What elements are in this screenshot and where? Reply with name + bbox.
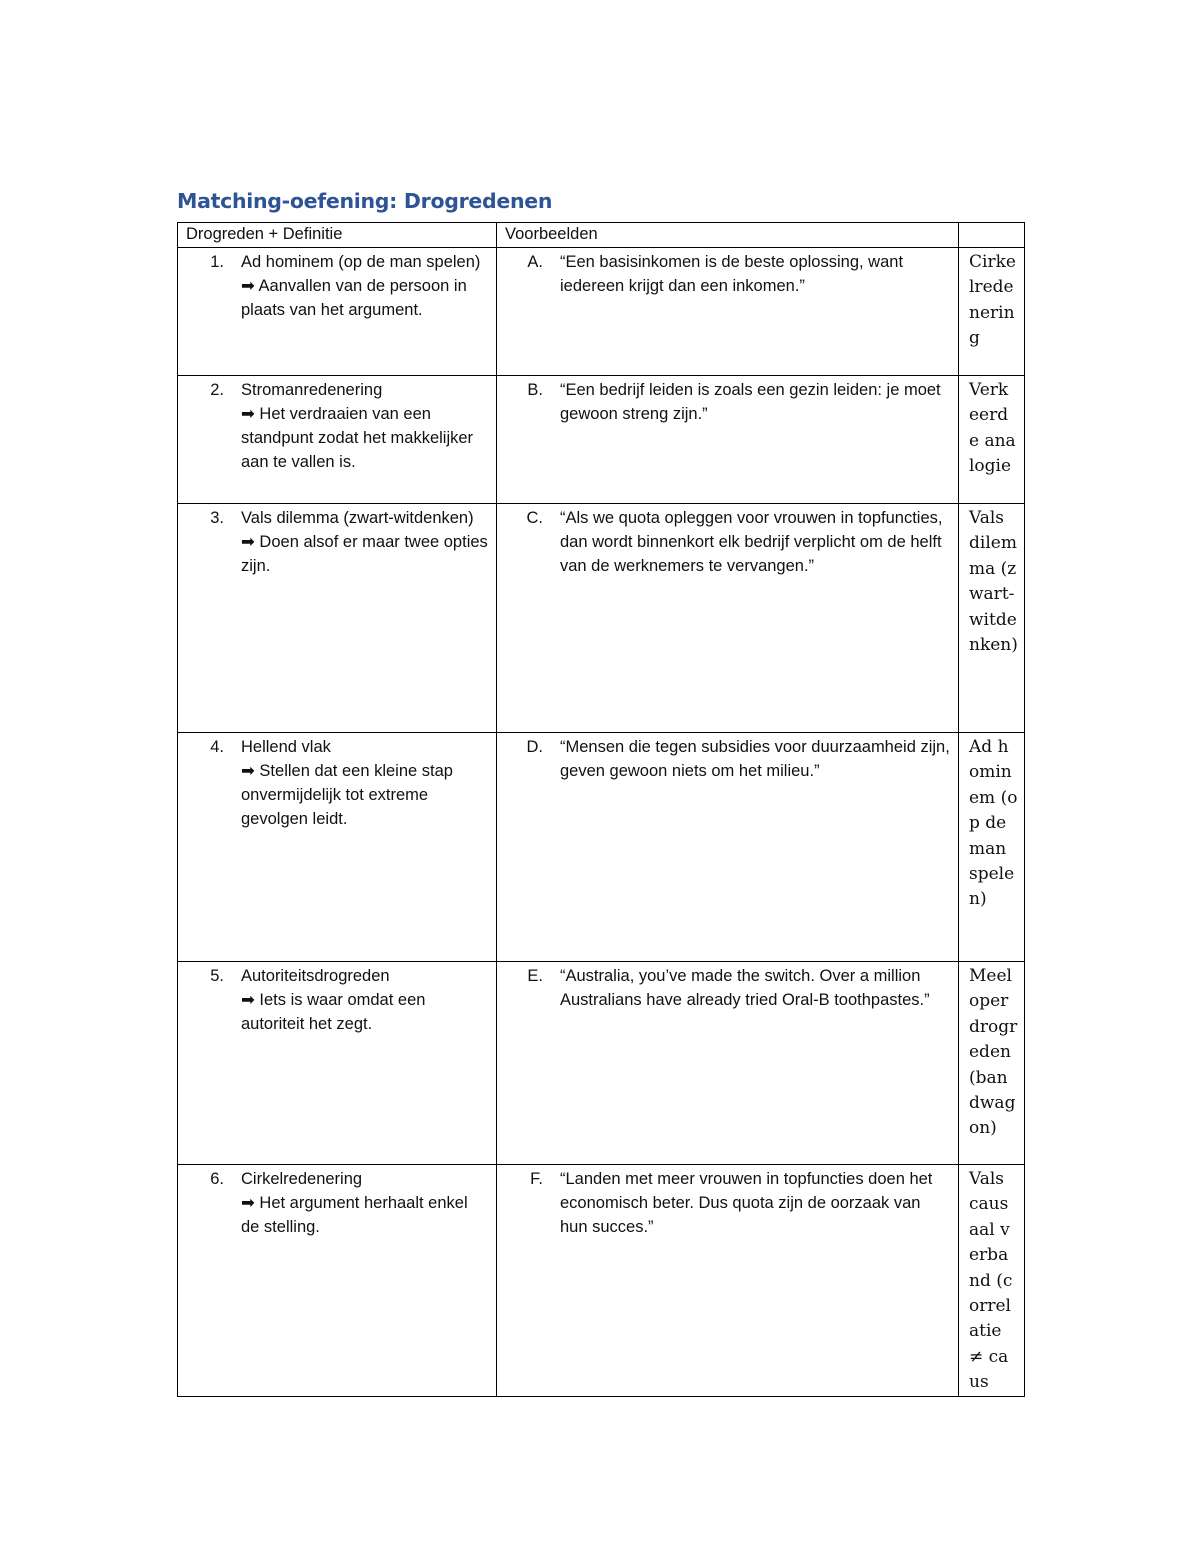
fallacy-cell (178, 962, 497, 1165)
fallacy-number: 5. (210, 967, 224, 985)
example-cell (497, 733, 959, 962)
arrow-icon: ➡ (241, 532, 255, 551)
example-text: “Als we quota opleggen voor vrouwen in topfuncties, dan wordt binnenkort elk bedrijf verplicht om de helft van de werknemers te vervangen.” (560, 509, 943, 575)
answer-cell: Vals dilemma (zwart-witdenken) (959, 504, 1025, 733)
arrow-icon: ➡ (241, 1193, 255, 1212)
fallacy-name: Cirkelredenering (241, 1170, 363, 1188)
fallacy-name: Ad hominem (op de man spelen) (241, 253, 481, 271)
fallacy-cell (178, 248, 497, 376)
answer-cell: Ad hominem (op de man spelen) (959, 733, 1025, 962)
matching-table (177, 222, 1025, 1397)
fallacy-cell (178, 1165, 497, 1397)
fallacy-cell (178, 733, 497, 962)
column-header: Drogreden + Definitie (178, 223, 497, 248)
table-row (178, 376, 1025, 504)
fallacy-cell (178, 376, 497, 504)
fallacy-definition: Stellen dat een kleine stap onvermijdelijk tot extreme gevolgen leidt. (241, 762, 453, 828)
example-letter: A. (527, 253, 543, 271)
arrow-icon: ➡ (241, 404, 255, 423)
arrow-icon: ➡ (241, 276, 255, 295)
table-header-row (178, 223, 1025, 248)
fallacy-name: Vals dilemma (zwart-witdenken) (241, 509, 474, 527)
answer-cell: Vals causaal verband (correlatie ≠ caus (959, 1165, 1025, 1397)
fallacy-number: 3. (210, 509, 224, 527)
column-header: Voorbeelden (497, 223, 959, 248)
example-text: “Een basisinkomen is de beste oplossing, want iedereen krijgt dan een inkomen.” (560, 253, 904, 295)
page-title: Matching-oefening: Drogredenen (177, 189, 553, 213)
example-text: “Mensen die tegen subsidies voor duurzaamheid zijn, geven gewoon niets om het milieu.” (560, 738, 950, 780)
fallacy-number: 1. (210, 253, 224, 271)
fallacy-number: 4. (210, 738, 224, 756)
table-row (178, 962, 1025, 1165)
example-letter: C. (526, 509, 543, 527)
fallacy-cell (178, 504, 497, 733)
table-row (178, 248, 1025, 376)
fallacy-definition: Aanvallen van de persoon in plaats van het argument. (241, 277, 467, 319)
example-text: “Een bedrijf leiden is zoals een gezin leiden: je moet gewoon streng zijn.” (560, 381, 941, 423)
table-row (178, 733, 1025, 962)
example-letter: F. (530, 1170, 543, 1188)
table-row (178, 1165, 1025, 1397)
example-text: “Australia, you’ve made the switch. Over a million Australians have already tried Oral-B toothpastes.” (560, 967, 930, 1009)
example-cell (497, 376, 959, 504)
fallacy-definition: Het argument herhaalt enkel de stelling. (241, 1194, 468, 1236)
example-cell (497, 248, 959, 376)
fallacy-number: 2. (210, 381, 224, 399)
example-cell (497, 504, 959, 733)
example-text: “Landen met meer vrouwen in topfuncties doen het economisch beter. Dus quota zijn de oorzaak van hun succes.” (560, 1170, 933, 1236)
column-header (959, 223, 1025, 248)
fallacy-definition: Iets is waar omdat een autoriteit het zegt. (241, 991, 426, 1033)
example-cell (497, 962, 959, 1165)
answer-cell: Cirkelredenering (959, 248, 1025, 376)
arrow-icon: ➡ (241, 990, 255, 1009)
arrow-icon: ➡ (241, 761, 255, 780)
table-row (178, 504, 1025, 733)
fallacy-name: Hellend vlak (241, 738, 331, 756)
answer-cell: Meeloperdrogreden (bandwagon) (959, 962, 1025, 1165)
fallacy-name: Stromanredenering (241, 381, 383, 399)
example-letter: E. (527, 967, 543, 985)
fallacy-definition: Doen alsof er maar twee opties zijn. (241, 533, 488, 575)
example-letter: D. (526, 738, 543, 756)
example-cell (497, 1165, 959, 1397)
answer-cell: Verkeerde analogie (959, 376, 1025, 504)
fallacy-number: 6. (210, 1170, 224, 1188)
fallacy-name: Autoriteitsdrogreden (241, 967, 390, 985)
fallacy-definition: Het verdraaien van een standpunt zodat het makkelijker aan te vallen is. (241, 405, 474, 471)
example-letter: B. (527, 381, 543, 399)
